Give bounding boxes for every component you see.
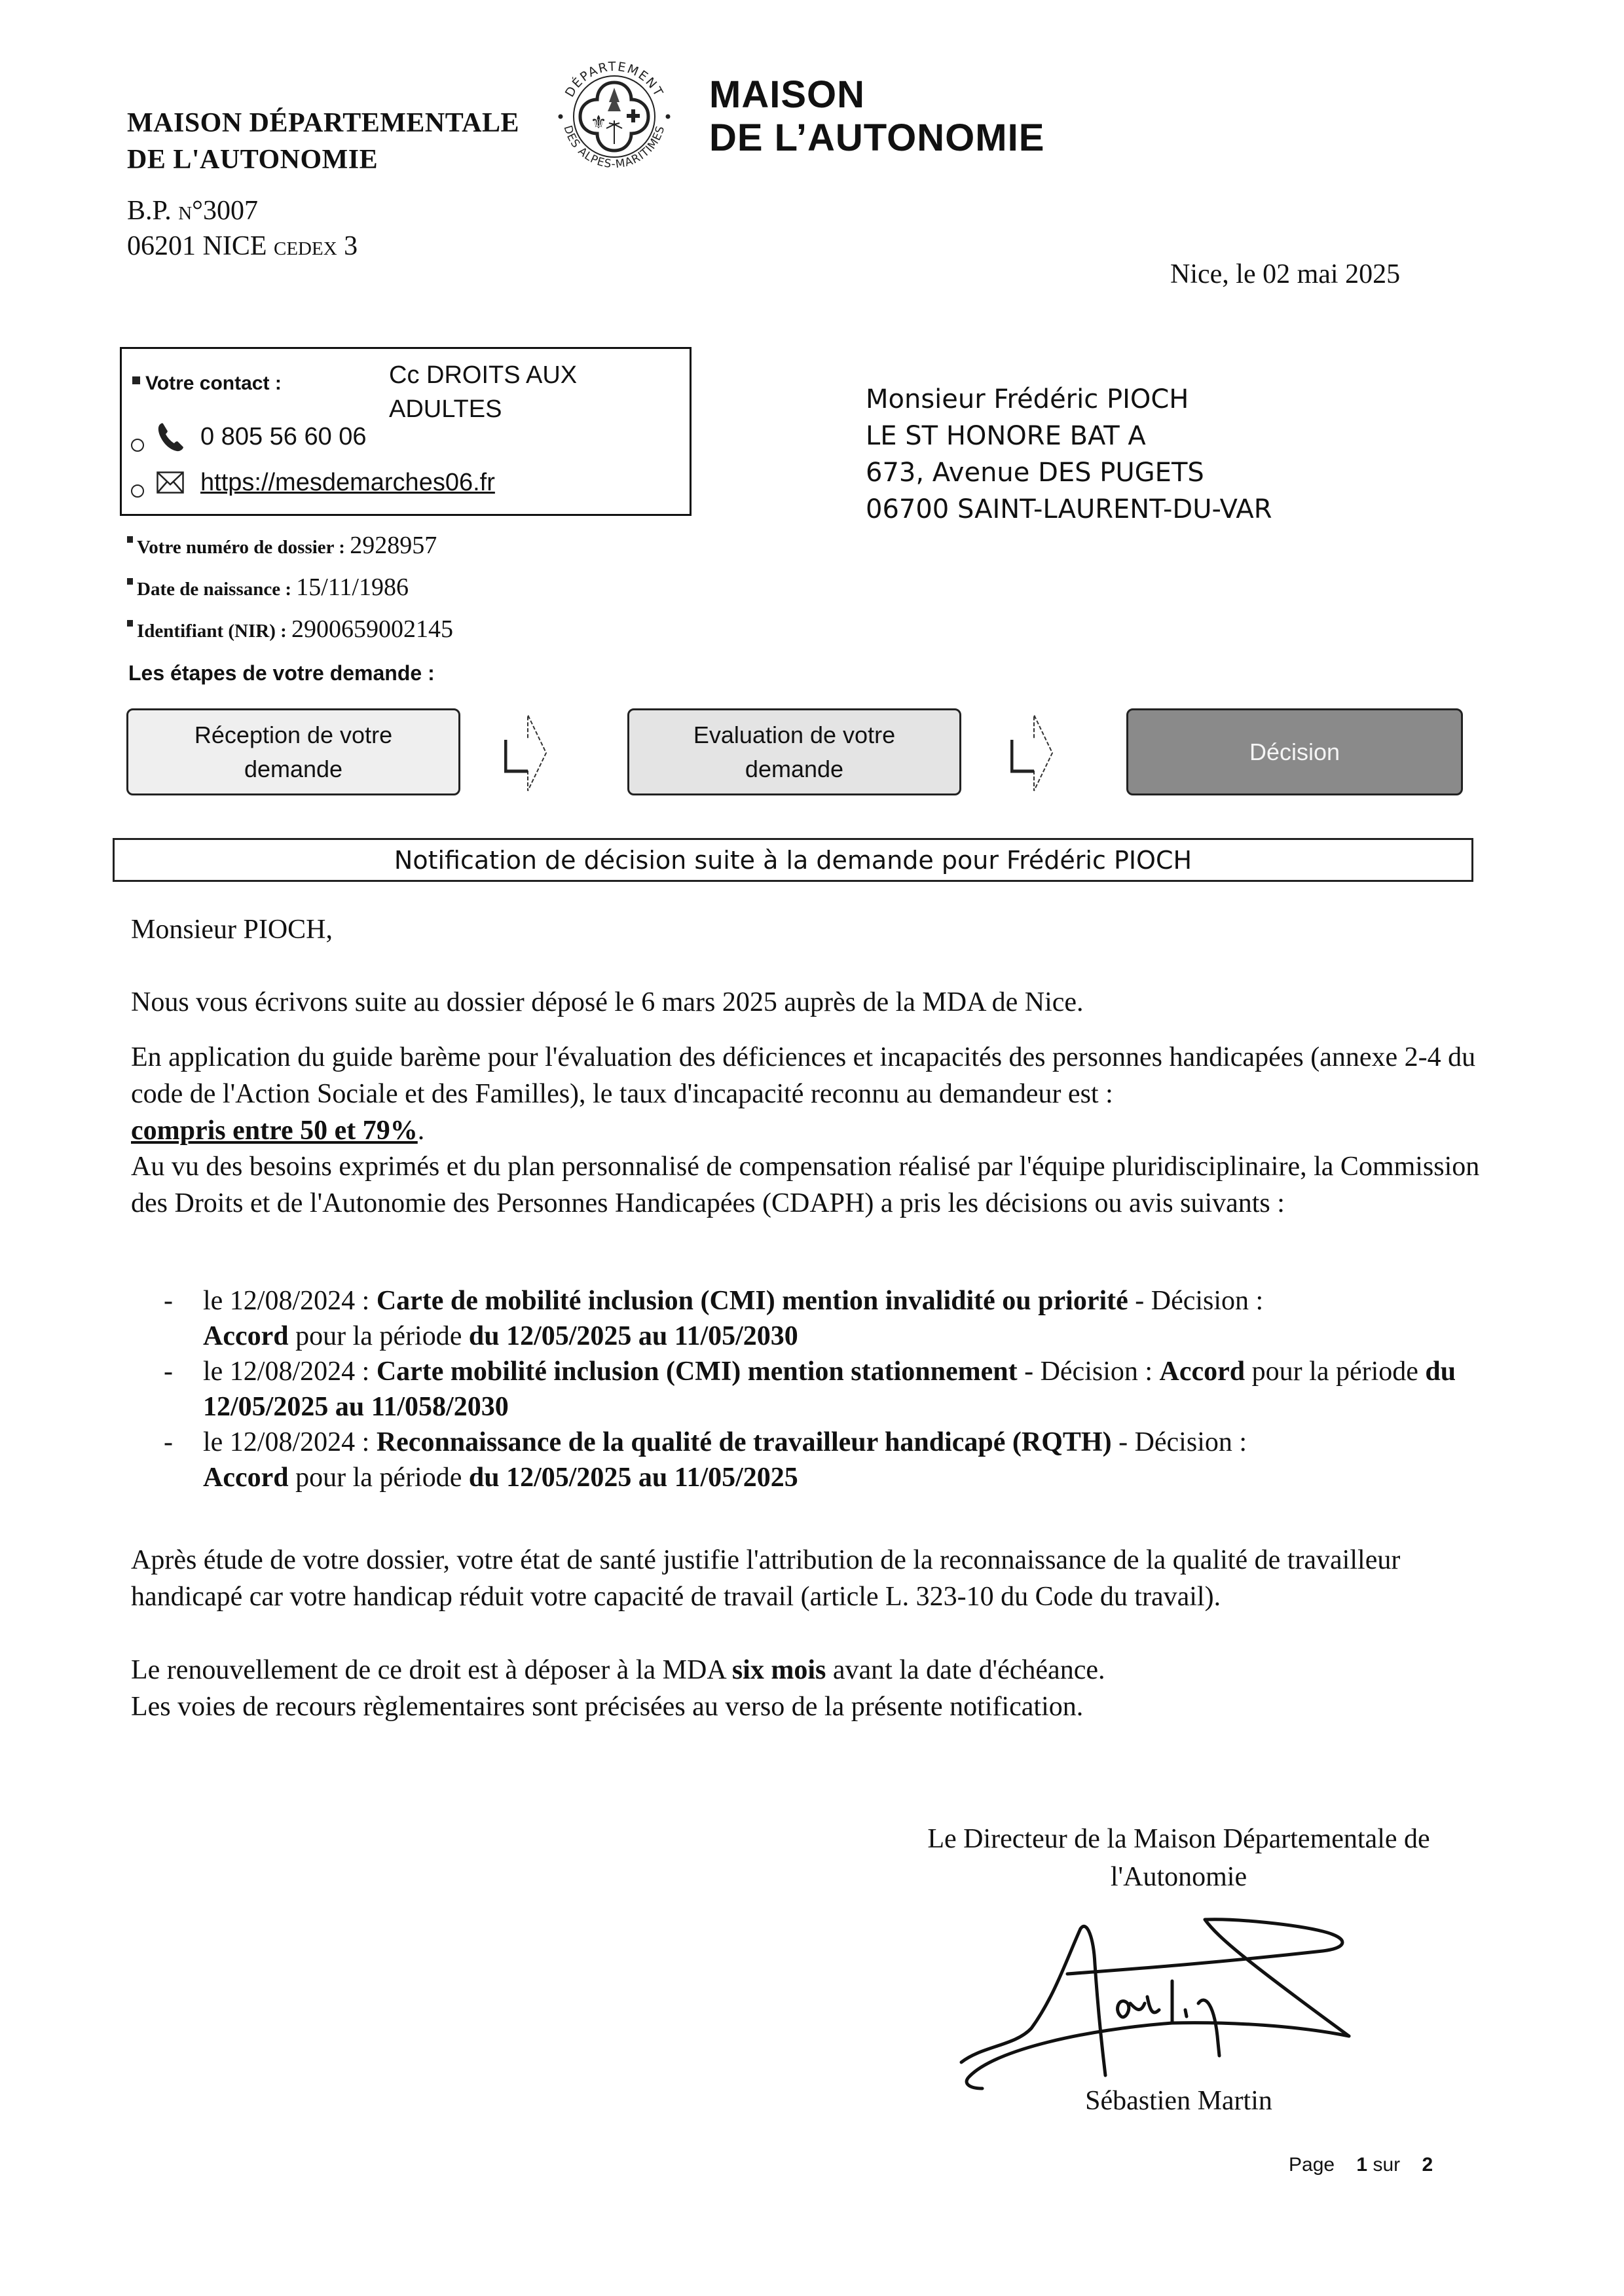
period-label: pour la période	[288, 1463, 469, 1493]
recipient-city: 06700 SAINT-LAURENT-DU-VAR	[866, 494, 1272, 524]
salutation: Monsieur PIOCH,	[131, 915, 333, 945]
envelope-icon	[155, 467, 186, 498]
square-bullet-icon	[127, 578, 133, 585]
website-link[interactable]: https://mesdemarches06.fr	[200, 468, 495, 496]
step-decision	[1126, 708, 1463, 795]
step-arrow-icon	[504, 714, 550, 792]
steps-title: Les étapes de votre demande :	[128, 661, 435, 685]
decision-title: Reconnaissance de la qualité de travailleur handicapé (RQTH)	[376, 1427, 1112, 1457]
brand-line2: DE L’AUTONOMIE	[709, 117, 1045, 159]
svg-text:⚜: ⚜	[590, 111, 607, 133]
nir-label: Identifiant (NIR) :	[137, 621, 292, 642]
paragraph-renewal	[131, 1652, 1480, 1688]
birth-date: 15/11/1986	[296, 574, 409, 601]
sender-organization	[127, 105, 519, 178]
recipient-street: 673, Avenue DES PUGETS	[866, 458, 1204, 488]
page-indicator	[1289, 2154, 1433, 2176]
page-label: Page	[1289, 2154, 1335, 2176]
renewal-end: avant la date d'échéance.	[826, 1655, 1105, 1685]
contact-service-line1: Cc DROITS AUX	[389, 361, 578, 389]
sender-address	[127, 193, 358, 264]
paragraph-rate	[131, 1039, 1480, 1149]
file-number-row	[127, 527, 453, 569]
renewal-text: Le renouvellement de ce droit est à déposer à la MDA	[131, 1655, 732, 1685]
contact-phone-row	[131, 421, 367, 452]
city-cedex: cedex 3	[274, 231, 358, 261]
list-dash: -	[164, 1286, 173, 1316]
step-label: Réception de votre	[194, 721, 393, 748]
period-label: pour la période	[288, 1321, 469, 1351]
circle-bullet-icon	[131, 439, 144, 452]
paragraph-intro: Nous vous écrivons suite au dossier déposé le 6 mars 2025 auprès de la MDA de Nice.	[131, 987, 1084, 1017]
contact-label	[132, 373, 282, 395]
rate-intro-text: En application du guide barème pour l'évaluation des déficiences et incapacités des personnes handicapées (annexe 2-4 du code de l'Action Sociale et des Familles), le taux d'incapacité reconnu au demandeur est :	[131, 1042, 1476, 1109]
decision-item	[164, 1354, 1480, 1425]
recipient-building: LE ST HONORE BAT A	[866, 421, 1146, 451]
city-line	[127, 228, 358, 264]
signatory-name: Sébastien Martin	[1085, 2086, 1272, 2116]
brand-wordmark	[709, 73, 1044, 160]
paragraph-rqth: Après étude de votre dossier, votre état de santé justifie l'attribution de la reconnaissance de la qualité de travailleur handicapé car votre handicap réduit votre capacité de travail (article L. 323-10 du Code du travail).	[131, 1545, 1401, 1612]
brand-line1: MAISON	[709, 73, 865, 116]
paragraph-cdaph: Au vu des besoins exprimés et du plan personnalisé de compensation réalisé par l'équipe pluridisciplinaire, la Commission des Droits et de l'Autonomie des Personnes Handicapées (CDAPH) a pris les décisions ou avis suivants :	[131, 1152, 1480, 1218]
po-box-prefix: B.P.	[127, 196, 179, 226]
svg-text:DES ALPES-MARITIMES: DES ALPES-MARITIMES	[561, 124, 668, 172]
contact-service	[389, 358, 651, 426]
step-arrow-icon	[1010, 714, 1056, 792]
nir-row	[127, 611, 453, 653]
period-label: pour la période	[1245, 1357, 1426, 1387]
page-current: 1	[1356, 2154, 1368, 2176]
signatory-title	[877, 1820, 1480, 1896]
step-label: demande	[745, 755, 844, 782]
decision-period: du 12/05/2025 au 11/05/2030	[468, 1321, 798, 1351]
square-bullet-icon	[127, 620, 133, 627]
decision-period: du 12/05/2025 au 11/05/2025	[468, 1463, 798, 1493]
phone-icon	[155, 421, 186, 452]
page-separator: sur	[1373, 2154, 1401, 2176]
decision-result: Accord	[203, 1463, 289, 1493]
contact-label-text: Votre contact :	[145, 373, 282, 394]
decision-result: Accord	[1159, 1357, 1246, 1387]
decision-title: Carte de mobilité inclusion (CMI) mention invalidité ou priorité	[376, 1286, 1128, 1316]
contact-website-row	[131, 467, 495, 498]
signatory-title-line1: Le Directeur de la Maison Départementale de	[927, 1824, 1430, 1854]
notification-banner	[113, 838, 1473, 882]
org-name-line1: MAISON DÉPARTEMENTALE	[127, 108, 520, 138]
list-dash: -	[164, 1357, 173, 1387]
signatory-title-line2: l'Autonomie	[1110, 1862, 1247, 1892]
svg-text:DÉPARTEMENT: DÉPARTEMENT	[562, 59, 667, 100]
decision-date: le 12/08/2024 :	[203, 1427, 377, 1457]
decision-item	[164, 1425, 1480, 1495]
handwritten-signature-icon	[956, 1912, 1401, 2108]
notification-title: Notification de décision suite à la demande pour Frédéric PIOCH	[394, 845, 1192, 875]
step-label: Décision	[1249, 738, 1340, 765]
po-box	[127, 193, 358, 228]
paragraph-appeal: Les voies de recours règlementaires sont précisées au verso de la présente notification.	[131, 1692, 1084, 1722]
file-number: 2928957	[350, 532, 437, 559]
dossier-info	[127, 527, 453, 653]
org-name-line2: DE L'AUTONOMIE	[127, 145, 378, 175]
contact-box	[120, 347, 692, 516]
birth-date-label: Date de naissance :	[137, 579, 297, 600]
recipient-name: Monsieur Frédéric PIOCH	[866, 384, 1189, 414]
file-number-label: Votre numéro de dossier :	[137, 537, 350, 558]
nir-value: 2900659002145	[291, 615, 454, 643]
page-total: 2	[1422, 2154, 1433, 2176]
decision-date: le 12/08/2024 :	[203, 1286, 377, 1316]
square-bullet-icon	[127, 536, 133, 543]
contact-phone[interactable]: 0 805 56 60 06	[200, 422, 367, 450]
decision-period: du 12/05/2025 au 11/058/2030	[203, 1357, 1456, 1422]
city-main: 06201 NICE	[127, 231, 274, 261]
renewal-delay: six mois	[731, 1655, 826, 1685]
list-dash: -	[164, 1427, 173, 1457]
decision-label: - Décision :	[1128, 1286, 1264, 1316]
step-label: demande	[244, 755, 343, 782]
square-bullet-icon	[132, 376, 140, 384]
letter-date: Nice, le 02 mai 2025	[1170, 259, 1401, 289]
step-label: Evaluation de votre	[693, 721, 896, 748]
decision-title: Carte mobilité inclusion (CMI) mention stationnement	[376, 1357, 1018, 1387]
step-reception	[126, 708, 460, 795]
departement-emblem-icon	[549, 51, 680, 182]
decision-item	[164, 1283, 1480, 1354]
decision-list	[164, 1283, 1480, 1495]
po-box-number: n°3007	[178, 196, 258, 226]
decision-label: - Décision :	[1111, 1427, 1247, 1457]
circle-bullet-icon	[131, 484, 144, 498]
step-evaluation	[627, 708, 961, 795]
rate-end: .	[417, 1116, 425, 1146]
recipient-address	[866, 381, 1272, 528]
decision-result: Accord	[203, 1321, 289, 1351]
contact-service-line2: ADULTES	[389, 395, 502, 423]
decision-label: - Décision :	[1017, 1357, 1160, 1387]
birth-date-row	[127, 569, 453, 611]
decision-date: le 12/08/2024 :	[203, 1357, 377, 1387]
incapacity-rate: compris entre 50 et 79%	[131, 1116, 418, 1146]
